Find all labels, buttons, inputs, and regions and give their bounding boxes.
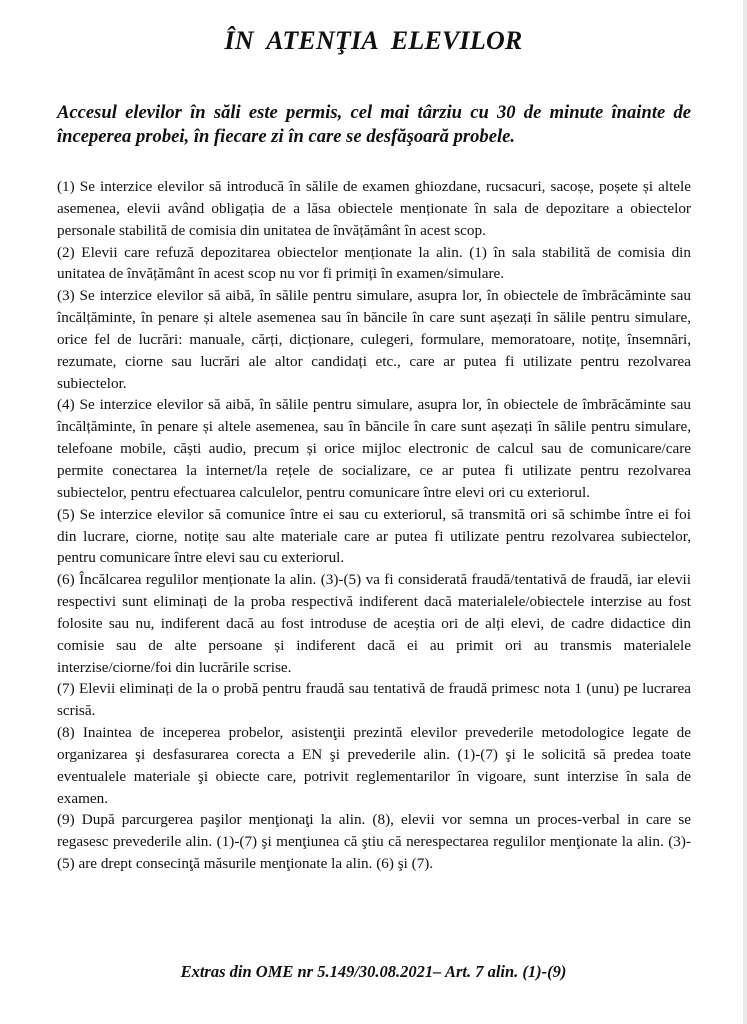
rule-8: (8) Inaintea de inceperea probelor, asistenţii prezintă elevilor prevederile metodologice legate de organizarea şi desfasurarea corecta a EN şi prevederile alin. (1)-(7) şi le solicită să predea toate eventualele materiale şi obiecte care, potrivit reglementarilor în vigoare, sunt interzise în sala de examen. [57, 724, 691, 807]
rule-6: (6) Încălcarea regulilor menționate la alin. (3)-(5) va fi considerată fraudă/tentativă de fraudă, iar elevii respectivi sunt eliminați de la proba respectivă indiferent dacă materialele/obiectele interzise au fost folosite sau nu, indiferent dacă au fost introduse de aceștia ori de alți elevi, de cadre didactice din comisie sau de alte persoane și indiferent dacă ei au primit ori au transmis materialele interzise/ciorne/foi din lucrările scrise. [57, 571, 691, 676]
rule-3: (3) Se interzice elevilor să aibă, în sălile pentru simulare, asupra lor, în obiectele de îmbrăcăminte sau încălțăminte, în penare și altele asemenea sau în băncile în care sunt așezați în sălile pentru simulare, orice fel de lucrări: manuale, cărți, dicționare, culegeri, formulare, memoratoare, notițe, însemnări, rezumate, ciorne sau lucrări ale altor candidați etc., care ar putea fi utilizate pentru rezolvarea subiectelor. [57, 287, 691, 392]
rule-4: (4) Se interzice elevilor să aibă, în sălile pentru simulare, asupra lor, în obiectele de îmbrăcăminte sau încălțăminte, în penare și altele asemenea, sau în băncile în care sunt așezați în sălile pentru simulare, telefoane mobile, căști audio, precum și orice mijloc electronic de calcul sau de comunicare/care permite conectarea la internet/la rețele de socializare, ce ar putea fi utilizate pentru rezolvarea subiectelor, pentru efectuarea calculelor, pentru comunicare între elevi ori cu exteriorul. [57, 396, 691, 501]
intro-paragraph: Accesul elevilor în săli este permis, cel mai târziu cu 30 de minute înainte de începerea probei, în fiecare zi în care se desfăşoară probele. [57, 102, 691, 147]
rule-5: (5) Se interzice elevilor să comunice între ei sau cu exteriorul, să transmită ori să schimbe între ei foi din lucrare, ciorne, notițe sau alte materiale care ar putea fi utilizate pentru rezolvarea subiectelor, pentru comunicare între elevi sau cu exteriorul. [57, 505, 691, 567]
page-edge [743, 0, 747, 1024]
rule-1: (1) Se interzice elevilor să introducă în sălile de examen ghiozdane, rucsacuri, sacoșe, poșete și altele asemenea, elevii având obligația de a lăsa obiectele menționate în sala de depozitare a obiectelor personale stabilită de comisia din unitatea de învățământ în acest scop. [57, 178, 691, 239]
rules-list [57, 176, 691, 875]
rule-9: (9) După parcurgerea paşilor menţionaţi la alin. (8), elevii vor semna un proces-verbal in care se regasesc prevederile alin. (1)-(7) şi menţiunea că ştiu că nerespectarea regulilor menţionate la alin. (3)-(5) are drept consecinţă măsurile menţionate la alin. (6) şi (7). [57, 811, 691, 873]
rule-7: (7) Elevii eliminați de la o probă pentru fraudă sau tentativă de fraudă primesc nota 1 (unu) pe lucrarea scrisă. [57, 680, 691, 720]
source-reference: Extras din OME nr 5.149/30.08.2021– Art. 7 alin. (1)-(9) [180, 962, 567, 981]
rule-2: (2) Elevii care refuză depozitarea obiectelor menționate la alin. (1) în sala stabilită de comisia din unitatea de învățământ în acest scop nu vor fi primiți în examen/simulare. [57, 243, 691, 283]
page-title: ÎN ATENŢIA ELEVILOR [224, 26, 523, 55]
